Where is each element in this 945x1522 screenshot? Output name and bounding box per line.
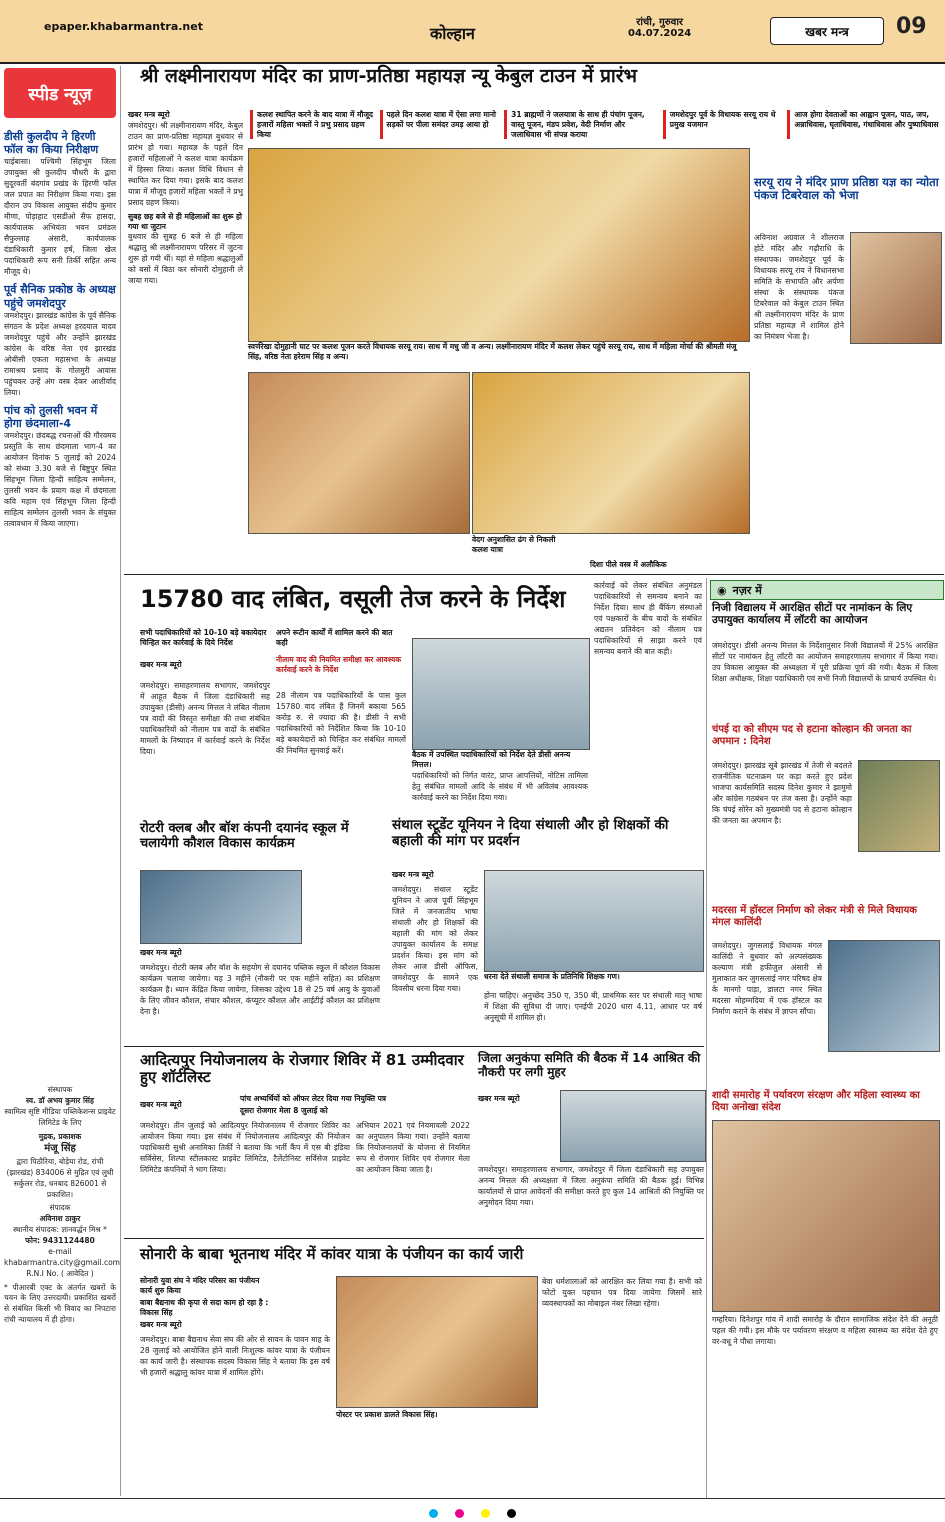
section-title: कोल्हान — [430, 24, 475, 43]
story-15780-body-b: 28 नीलाम पत्र पदाधिकारियों के पास कुल 15780 वाद लंबित हैं जिनमें बकाया 565 करोड़ रु. से ज्यादा की है। डीसी ने सभी पदाधिकारियों को निर्देशित किया कि 10-10 बड़े बकायेदारों को चिन्हित कर संबंधित मामलों की नियमित सुनवाई करें। — [276, 691, 406, 755]
registration-marks — [0, 1499, 945, 1522]
top-story-body: जमशेदपुर। श्री लक्ष्मीनारायण मंदिर, केबुल टाउन का प्राण-प्रतिष्ठा महायज्ञ बुधवार से प्रारंभ हो गया। महायज्ञ के पहले दिन हजारों महिलाओं ने कलश यात्रा कार्यक्रम में हिस्सा लिया। कलश विधि विधान से स्थापित कर दिया गया। इसके बाद कलश यात्रा में मौजूद हजारों महिला भक्तों ने प्रभु प्रसाद ग्रहण किया। — [128, 120, 243, 207]
anukampa-photo — [560, 1090, 706, 1162]
nazar-divider — [706, 578, 707, 1498]
procession-photo — [248, 372, 470, 534]
imprint-rni: R.N.I No. ( आवेदित ) — [26, 1268, 94, 1278]
date: 04.07.2024 — [628, 28, 692, 39]
rotary-photo — [140, 870, 302, 944]
speed-news-badge — [4, 68, 116, 118]
city-day: रांची, गुरुवार — [636, 17, 684, 28]
aditya-bullet-2: दूसरा रोजगार मेला 8 जुलाई को — [240, 1106, 328, 1115]
left-body-1: चाईबासा। पश्चिमी सिंहभूम जिला उपायुक्त श्री कुलदीप चौधरी के द्वारा सुदूरवर्ती बंदगांव प्रखंड के हिरणी फॉल जल प्रपात का निरीक्षण किया गया। इस दौरान उप विकास आयुक्त संदीप कुमार मीणा, पोड़ाहाट एसडीओ सैफ हासदा, कार्यपालक अभियंता भवन प्रमंडल सैफुल्लाह अंसारी, कार्यपालक दंडाधिकारी कुमार हर्ष, जिला खेल पदाधिकारी रूप सनी तिर्की सहित अन्य मौजूद थे। — [4, 157, 116, 277]
left-headline-1: डीसी कुलदीप ने हिरणी फॉल का किया निरीक्षण — [4, 130, 99, 157]
sonari-bullet-1: सोनारी युवा संघ ने मंदिर परिसर का पंजीयन कार्य शुरु किया — [140, 1276, 260, 1295]
story-15780-body-3: कार्रवाई को लेकर संबंधित अनुमंडल पदाधिकारियों से समन्वय बनाने का निर्देश दिया। साथ ही बैंकिंग संस्थाओं एवं पक्षकारों के बीच वादों के संबंधित अद्यतन प्रतिवेदन को नीलाम पत्र पदाधिकारियों से साझा करने एवं समन्वय बनाने की बात कही। — [594, 581, 702, 656]
sonari-photo-caption: पोस्टर पर प्रकाश डालते विकास सिंह। — [336, 1410, 438, 1419]
story-15780-byline: खबर मन्त्र ब्यूरो — [140, 660, 182, 669]
bullet-1: कलश स्थापित करने के बाद यात्रा में मौजूद हजारों महिला भक्तों ने प्रभु प्रसाद ग्रहण किया — [250, 110, 374, 139]
story-15780-body: जमशेदपुर। समाहरणालय सभागार, जमशेदपुर में आहूत बैठक में जिला दंडाधिकारी सह उपायुक्त (डीसी) अनन्य मित्तल ने लंबित नीलाम पत्र वादों की विस्तृत समीक्षा की तथा संबंधित पदाधिकारियों को नीलाम पत्र वादों के संबंधित मामलों के निष्पादन में कार्रवाई करने के निर्देश दिया। — [140, 681, 270, 756]
rotary-body: जमशेदपुर। रोटरी क्लब और बॉश के सहयोग से दयानंद पब्लिक स्कूल में कौशल विकास कार्यक्रम चलाया जायेगा। यह 3 महीने (नौकरी पर एक महीने सहित) का प्रशिक्षण कार्यक्रम है। ध्यान केंद्रित किया जायेगा, जिसका उद्देश्य 18 से 25 वर्ष आयु के युवाओं के लिए जीवन कौशल, संचार कौशल, कंप्यूटर कौशल और आईटीई कौशल का प्रशिक्षण देना है। — [140, 963, 380, 1016]
mid-rule — [124, 1046, 704, 1047]
bullet-3: 31 ब्राह्मणों ने जलयात्रा के साथ ही पंचांग पूजन, वास्तु पूजन, मंडप प्रवेश, वेदी निर्माण और जलाधिवास भी संपन्न कराया — [504, 110, 657, 139]
top-story-column — [128, 110, 243, 286]
santhal-body-2: होना चाहिए। अनुच्छेद 350 ए, 350 बी, प्राथमिक स्तर पर संथाली मातृ भाषा में शिक्षा की सुविधा दी जाए। एनईपी 2020 धारा 4.11, आधार पर वर्ष अनुसूची में शामिल हो। — [484, 991, 702, 1022]
lower-rule — [124, 1238, 704, 1239]
imprint-editor-label: संपादक — [49, 1203, 71, 1213]
santhal-headline: संथाल स्टूडेंट यूनियन ने दिया संथाली और हो शिक्षकों की बहाली की मांग पर प्रदर्शन — [392, 817, 669, 849]
story-15780-bullet-2: अपने रूटीन कार्यों में शामिल करने की बात कही — [276, 628, 393, 647]
saryu-body: अविनाश अग्रवाल ने शीलराज होटे मंदिर और गढ़ौराधि के संस्थापक। जमशेदपुर पूर्व के विधायक सरयू राय ने विधानसभा समिति के सभापति और अर्पणा संस्था के संस्थापक पंकज टिबरेवाल को केबुल टाउन स्थित श्री लक्ष्मीनारायण मंदिर के प्राण प्रतिष्ठा महायज्ञ में शामिल होने का निमंत्रण भेजा है। — [754, 233, 844, 341]
anukampa-body: जमशेदपुर। समाहरणालय सभागार, जमशेदपुर में जिला दंडाधिकारी सह उपायुक्त अनन्य मित्तल की अध्यक्षता में जिला अनुकंपा समिति की बैठक हुई। विभिन्न कार्यालयों से प्राप्त आवेदनों की समीक्षा करते हुए कुल 14 आश्रितों की नियुक्ति पर अनुमोदन दिया गया। — [478, 1165, 704, 1207]
footer-registration-bar — [0, 1498, 945, 1518]
eye-icon: ◉ — [717, 583, 727, 597]
top-story-bullets — [250, 110, 940, 139]
rotary-headline: रोटरी क्लब और बॉश कंपनी दयानंद स्कूल में चलायेगी कौशल विकास कार्यक्रम — [140, 821, 349, 851]
wedding-photo — [712, 1120, 940, 1312]
left-body-2: जमशेदपुर। झारखंड कांग्रेस के पूर्व सैनिक संगठन के प्रदेश अध्यक्ष हरदयाल यादव जमशेदपुर पहुंचे और उन्होंने झारखंड कांग्रेस के वरिष्ठ नेता एवं झारखंड ओबीसी एकता महासभा के अध्यक्ष रामाश्रय प्रसाद के गोलमुरी आवास पहुंचकर उन्हें अंग वस्त्र देकर आशीर्वाद लिया। — [4, 310, 116, 397]
kalash-photo-caption: स्वर्णरेखा दोमुहानी घाट पर कलश पूजन करते विधायक सरयू राय। साथ में मधु जी व अन्य। लक्ष्मीनारायण मंदिर में कलश लेकर पहुंचे सरयू राय, साथ में महिला मोर्चा की श्रीमती मंजू सिंह, वरिष्ठ नेता हरेराम सिंह व अन्य। — [248, 342, 737, 361]
story-15780-bullet-1: सभी पदाधिकारियों को 10-10 बड़े बकायेदार चिन्हित कर कार्रवाई के दिये निर्देश — [140, 628, 267, 647]
imprint-email-label: e-mail — [48, 1246, 72, 1256]
sonari-body: जमशेदपुर। बाबा बैद्यनाथ सेवा संघ की ओर से सावन के पावन माह के 28 जुलाई को आयोजित होने वाली निःशुल्क कांवर यात्रा के पंजीयन का कार्य जारी है। संस्थापक सदस्य विकास सिंह ने बताया कि इस वर्ष भी हजारों श्रद्धालु कांवर यात्रा में शामिल होंगे। — [140, 1335, 330, 1377]
anukampa-byline: खबर मन्त्र ब्यूरो — [478, 1094, 520, 1103]
sonari-bullet-2: बाबा बैद्यनाथ की कृपा से सदा काम हो रहा है : विकास सिंह — [140, 1298, 269, 1317]
nazar-ribbon — [710, 580, 944, 600]
saryu-headline: सरयू राय ने मंदिर प्राण प्रतिष्ठा यज्ञ का न्योता पंकज टिबरेवाल को भेजा — [754, 175, 939, 203]
imprint-address: द्वारा पिठौरिया, बोड़ेया रोड, रांची (झारखंड) 834006 से मुद्रित एवं लुधी सर्कुलर रोड, धनबाद 826001 से प्रकाशित। — [6, 1156, 114, 1199]
left-headline-2: पूर्व सैनिक प्रकोष्ठ के अध्यक्ष पहुंचे जमशेदपुर — [4, 283, 116, 310]
nazar-body-2: जमशेदपुर। झारखंड सूबे झारखंड में तेजी से बदलते राजनीतिक घटनाक्रम पर कड़ा करते हुए प्रदेश भाजपा कार्यसमिति सदस्य दिनेश कुमार ने झामुमो और कांग्रेस गठबंधन पर तंज कसा है। उन्होंने कहा कि चंपई सोरेन को मुख्यमंत्री पद से हटाना कोल्हान की जनता का अपमान है। — [712, 761, 852, 825]
imprint-owner: स्व. डॉ अभय कुमार सिंह — [26, 1095, 94, 1105]
santhal-body: जमशेदपुर। संथाल स्टूडेंट यूनियन ने आज पूर्वी सिंहभूम जिले में जनजातीय भाषा संथाली और हो शिक्षकों की बहाली की मांग को लेकर उपायुक्त कार्यालय के समक्ष प्रदर्शन किया। इस मांग को लेकर आज डीसी ऑफिस, जमशेदपुर के सामने एक दिवसीय धरना दिया गया। — [392, 885, 478, 993]
brand-logo — [770, 17, 884, 45]
santhal-photo — [484, 870, 704, 972]
rotary-byline: खबर मन्त्र ब्यूरो — [140, 948, 182, 957]
top-story-headline: श्री लक्ष्मीनारायण मंदिर का प्राण-प्रतिष्ठा महायज्ञ न्यू केबुल टाउन में प्रारंभ — [140, 65, 637, 87]
left-body-3: जमशेदपुर। छंदबद्ध रचनाओं की गौरवमय प्रस्तुति के साथ छंदमाला भाग-4 का आयोजन दिनांक 5 जुलाई को 2024 को संध्या 3.30 बजे से बिष्टुपुर स्थित सिंहभूम जिला हिन्दी साहित्य सम्मेलन, तुलसी भवन के प्रयाग कक्ष में छंदमाला कवि महाम एवं सिंहभूम जिला हिन्दी साहित्य सम्मेलन तुलसी भवन के संयुक्त तत्वावधान में किया जाएगा। — [4, 431, 116, 529]
photo2-caption: वेदग अनुशासित ढंग से निकली कलश यात्रा — [472, 535, 556, 554]
nazar-body-1: जमशेदपुर। डीसी अनन्य मित्तल के निर्देशानुसार निजी विद्यालयों में 25% आरक्षित सीटों पर नामांकन हेतु लॉटरी का आयोजन समाहरणालय सभागार में किया गया। उप विकास आयुक्त की अध्यक्षता में पूरी प्रक्रिया पूर्ण की गयी। बैठक में जिला शिक्षा अधीक्षक, शिक्षा पदाधिकारी एवं सभी निजी विद्यालयों के प्राचार्य उपस्थित थे। — [712, 641, 938, 683]
bullet-5: आज होगा देवताओं का आह्वान पूजन, पाठ, जप, अन्नाधिवास, घृताधिवास, गंधाधिवास और पुष्पाधिवास — [787, 110, 940, 139]
nazar-body-3: जमशेदपुर। जुगसलाई विधायक मंगल कालिंदी ने बुधवार को अल्पसंख्यक कल्याण मंत्री हफीजुल अंसारी से मुलाकात कर जुगसलाई नगर परिषद क्षेत्र के मानगो पाड़ा, डालटा नगर स्थित मदरसा मोहम्मदिया में एक हॉस्टल का निर्माण कराने के संबंध में ज्ञापन सौंपा। — [712, 941, 822, 1016]
nazar-headline-1: निजी विद्यालय में आरक्षित सीटों पर नामांकन के लिए उपायुक्त कार्यालय में लॉटरी का आयोजन — [712, 602, 913, 627]
aditya-headline: आदित्यपुर नियोजनालय के रोजगार शिविर में 81 उम्मीदवार हुए शॉर्टलिस्ट — [140, 1051, 464, 1087]
imprint-printer-label: मुद्रक, प्रकाशक — [38, 1131, 82, 1141]
imprint-note: * पीआरबी एक्ट के अंतर्गत खबरों के चयन के लिए उत्तरदायी। प्रकाशित खबरों से संबंधित किसी भी विवाद का निपटारा रांची न्यायालय में ही होगा। — [4, 1282, 116, 1325]
aditya-body: जमशेदपुर। तीन जुलाई को आदित्यपुर नियोजनालय में रोजगार शिविर का आयोजन किया गया। इस संबंध में नियोजनालय आदित्यपुर की नियोजन पदाधिकारी सुश्री अनामिका तिर्की ने बताया कि भर्ती कैंप में एस बी इंडिया सर्विसेस, शिल्पा स्टीलकास्ट प्राइवेट लिमिटेड, टैलेंटोनिस्ट सर्विसेज प्राइवेट लिमिटेड कंपनियों ने भाग लिया। — [140, 1121, 350, 1174]
imprint-editor: अविनाश ठाकुर — [39, 1214, 81, 1224]
imprint-email[interactable]: khabarmantra.city@gmail.com — [4, 1257, 120, 1267]
imprint-phone: फोन: 9431124480 — [25, 1236, 95, 1245]
story-15780-sub: नीलाम वाद की नियमित समीक्षा कर आवश्यक कार्रवाई करने के निर्देश — [276, 655, 402, 674]
santhal-byline: खबर मन्त्र ब्यूरो — [392, 870, 434, 879]
nazar-tag: नज़र में — [732, 583, 762, 597]
sonari-headline: सोनारी के बाबा भूतनाथ मंदिर में कांवर यात्रा के पंजीयन का कार्य जारी — [140, 1245, 524, 1263]
anukampa-headline: जिला अनुकंपा समिति की बैठक में 14 आश्रित की नौकरी पर लगी मुहर — [478, 1051, 701, 1079]
nazar-body-4: गम्हरिया। दिनेशपुर गांव में शादी समारोह के दौरान सामाजिक संदेश देने की अनूठी पहल की गयी। इस मौके पर पर्यावरण संरक्षण व महिला स्वास्थ्य का संदेश देते हुए वर-वधू ने पौधा लगाया। — [712, 1315, 938, 1346]
bullet-2: पहले दिन कलश यात्रा में ऐसा लगा मानो सड़कों पर पीला समंदर उमड़ आया हो — [380, 110, 499, 139]
speed-news-label: स्पीड न्यूज़ — [28, 84, 92, 105]
left-headline-3: पांच को तुलसी भवन में होगा छंदमाला-4 — [4, 403, 98, 430]
site-url[interactable]: epaper.khabarmantra.net — [44, 20, 203, 33]
left-column-divider — [120, 66, 121, 1496]
nazar-headline-2: चंपई दा को सीएम पद से हटाना कोल्हान की जनता का अपमान : दिनेश — [712, 724, 912, 747]
top-story-subhead: सुबह छह बजे से ही महिलाओं का शुरू हो गया था जुटान — [128, 211, 242, 231]
aditya-body-2: अभियान 2021 एवं नियमावली 2022 का अनुपालन किया गया। उन्होंने बताया कि नियोजनालयों के योजना से नियमित रूप से रोजगार शिविर एवं रोजगार मेला का आयोजन किया जाता है। — [356, 1121, 470, 1174]
left-column — [4, 124, 116, 529]
dinesh-photo — [858, 760, 940, 852]
imprint-owner-label: संस्थापक — [47, 1085, 73, 1094]
meeting-photo — [412, 638, 590, 750]
top-story-body-2: बुधवार की सुबह 6 बजे से ही महिला श्रद्धालु श्री लक्ष्मीनारायण परिसर में जुटना शुरू हो गयी थीं। यहां से महिला श्रद्धालुओं को बसों में बिठा कर सोनारी दोमुहानी ले जाया गया। — [128, 232, 243, 286]
story-15780-body-2: पदाधिकारियों को निर्गत वारंट, प्राप्त आपत्तियों, नोटिस तामिला हेतु संबंधित मामलों आदि के संबंध में भी अविलंब आवश्यक कार्रवाई करने का निर्देश दिया गया। — [412, 771, 588, 802]
brand-name: खबर मन्त्र — [805, 24, 849, 39]
top-story-byline: खबर मन्त्र ब्यूरो — [128, 110, 170, 119]
nazar-headline-3: मदरसा में हॉस्टल निर्माण को लेकर मंत्री से मिले विधायक मंगल कालिंदी — [712, 905, 917, 928]
imprint-box — [4, 1085, 120, 1326]
kalindi-photo — [828, 940, 940, 1052]
imprint-owner-note: स्वामित्व सृष्टि मीडिया पब्लिकेशन्स प्राइवेट लिमिटेड के लिए — [4, 1106, 116, 1127]
sonari-byline: खबर मन्त्र ब्यूरो — [140, 1320, 182, 1329]
dateline — [628, 14, 691, 39]
bullet-4: जमशेदपुर पूर्व के विधायक सरयू राय थे प्रमुख यजमान — [663, 110, 782, 139]
crowd-photo — [472, 372, 750, 534]
nazar-headline-4: शादी समारोह में पर्यावरण संरक्षण और महिला स्वास्थ्य का दिया अनोखा संदेश — [712, 1090, 920, 1113]
story-15780-headline: 15780 वाद लंबित, वसूली तेज करने के निर्देश — [140, 585, 566, 613]
aditya-byline: खबर मन्त्र ब्यूरो — [140, 1100, 182, 1109]
imprint-resident: स्थानीय संपादक: ज्ञानवर्द्धन मिश्र * — [13, 1225, 107, 1235]
top-story-bottom-rule — [124, 574, 944, 575]
page-number: 09 — [896, 14, 927, 39]
sonari-photo — [336, 1276, 538, 1408]
santhal-photo-caption: धरना देते संथाली समाज के प्रतिनिधि शिक्षक गण। — [484, 972, 620, 981]
photo3-caption: दिशा पीले वस्त्र में अलौकिक — [590, 560, 667, 569]
imprint-printer: मंजू सिंह — [44, 1143, 76, 1155]
kalash-yatra-photo — [248, 148, 750, 342]
aditya-bullet-1: पांच अभ्यर्थियों को ऑफर लेटर दिया गया नियुक्ति पत्र — [240, 1094, 387, 1103]
meeting-photo-caption: बैठक में उपस्थित पदाधिकारियों को निर्देश देते डीसी अनन्य मित्तल। — [412, 750, 571, 769]
sonari-body-2: बेवा धर्मशालाओं को आरक्षित कर लिया गया है। सभी को फोटो युक्त पहचान पत्र दिया जायेगा जिसमें सारे व्यवस्थापकों का मोबाइल नंबर लिखा रहेगा। — [542, 1277, 702, 1308]
saryu-photo — [850, 232, 942, 344]
